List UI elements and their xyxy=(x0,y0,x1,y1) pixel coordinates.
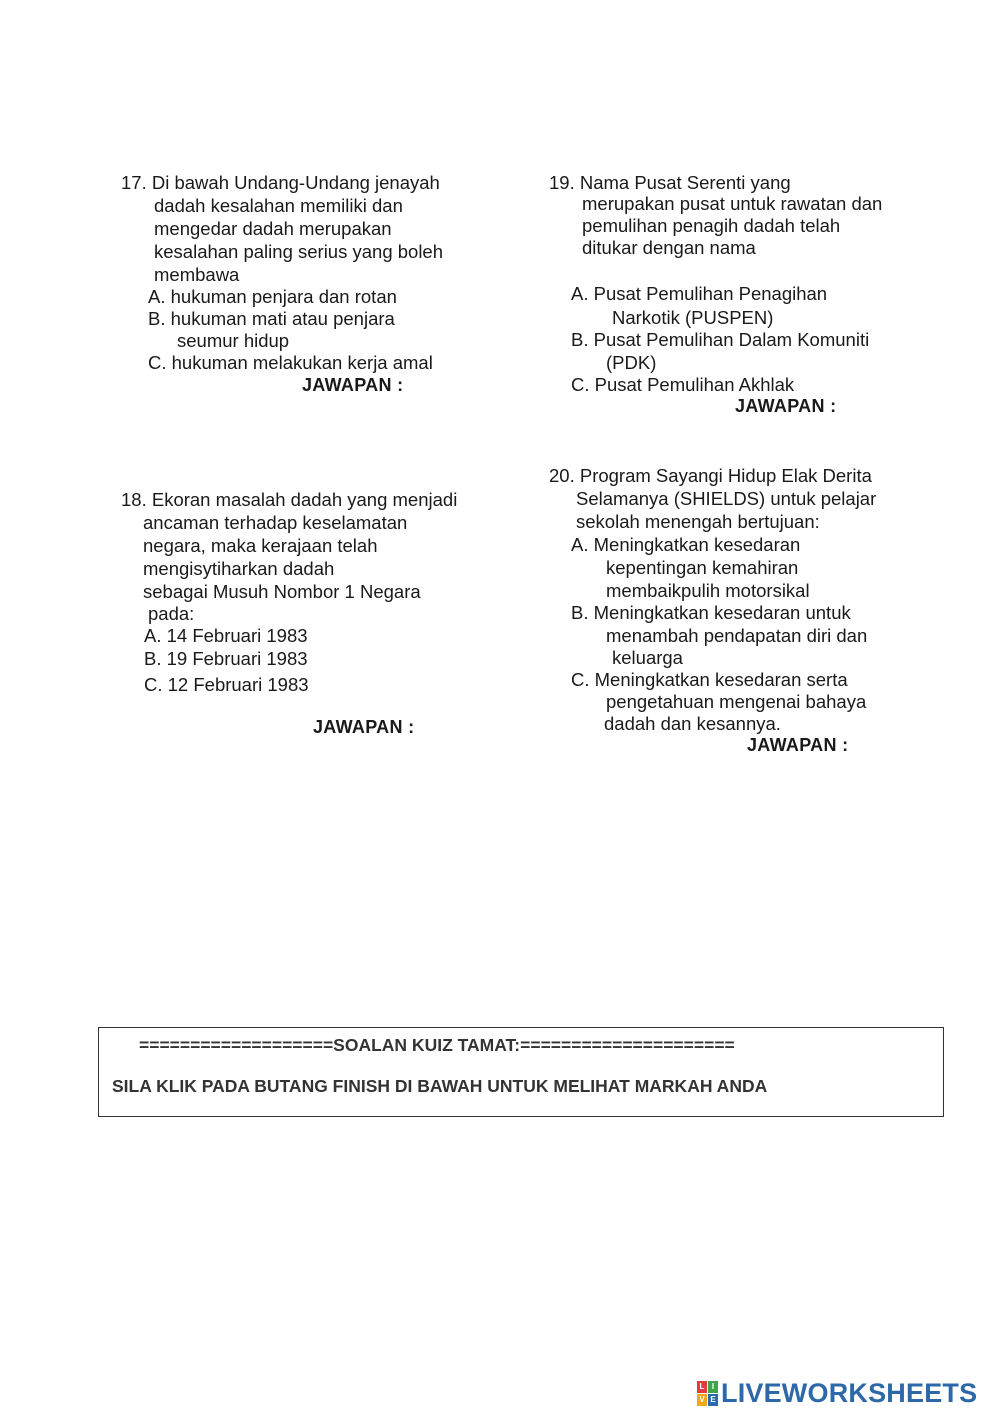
question-20-option-a: A. Meningkatkan kesedaran xyxy=(571,534,801,555)
question-20-line: sekolah menengah bertujuan: xyxy=(576,511,820,532)
question-18-line: pada: xyxy=(148,603,195,624)
question-17-line: mengedar dadah merupakan xyxy=(154,218,392,239)
badge-letter: E xyxy=(708,1394,718,1406)
badge-letter: I xyxy=(708,1381,718,1393)
question-19-line: 19. Nama Pusat Serenti yang xyxy=(549,172,791,193)
question-19-answer-label: JAWAPAN : xyxy=(735,396,837,416)
question-18-line: 18. Ekoran masalah dadah yang menjadi xyxy=(121,489,458,510)
quiz-end-banner: ===================SOALAN KUIZ TAMAT:===================== xyxy=(139,1035,735,1055)
question-18-option-c: C. 12 Februari 1983 xyxy=(144,674,309,695)
question-20-option-c-cont: dadah dan kesannya. xyxy=(604,713,781,734)
question-20-option-c: C. Meningkatkan kesedaran serta xyxy=(571,669,848,690)
question-19-option-a-cont: Narkotik (PUSPEN) xyxy=(612,307,774,328)
question-20-option-b-cont: menambah pendapatan diri dan xyxy=(606,625,868,646)
question-20-line: Selamanya (SHIELDS) untuk pelajar xyxy=(576,488,877,509)
question-19-line: pemulihan penagih dadah telah xyxy=(582,215,841,236)
question-17-line: 17. Di bawah Undang-Undang jenayah xyxy=(121,172,440,193)
question-18-line: ancaman terhadap keselamatan xyxy=(143,512,408,533)
question-17-line: membawa xyxy=(154,264,240,285)
question-20-line: 20. Program Sayangi Hidup Elak Derita xyxy=(549,465,872,486)
question-17-option-b-cont: seumur hidup xyxy=(177,330,290,351)
question-20-option-b: B. Meningkatkan kesedaran untuk xyxy=(571,602,851,623)
question-19-line: ditukar dengan nama xyxy=(582,237,756,258)
question-20-option-a-cont: kepentingan kemahiran xyxy=(606,557,799,578)
question-20-option-b-cont: keluarga xyxy=(612,647,683,668)
question-17-option-b: B. hukuman mati atau penjara xyxy=(148,308,395,329)
question-17-answer-label: JAWAPAN : xyxy=(302,375,404,395)
brand-name: LIVEWORKSHEETS xyxy=(721,1377,978,1408)
question-18-line: sebagai Musuh Nombor 1 Negara xyxy=(143,581,421,602)
finish-instruction: SILA KLIK PADA BUTANG FINISH DI BAWAH UNTUK MELIHAT MARKAH ANDA xyxy=(112,1076,768,1096)
question-18-option-b: B. 19 Februari 1983 xyxy=(144,648,308,669)
question-20-option-a-cont: membaikpulih motorsikal xyxy=(606,580,810,601)
question-19-option-b: B. Pusat Pemulihan Dalam Komuniti xyxy=(571,329,870,350)
live-badge-icon xyxy=(697,1381,718,1406)
liveworksheets-logo xyxy=(697,1379,977,1407)
question-18-answer-label: JAWAPAN : xyxy=(313,717,415,737)
question-19-option-c: C. Pusat Pemulihan Akhlak xyxy=(571,374,795,395)
badge-letter: V xyxy=(697,1394,707,1406)
question-18-line: negara, maka kerajaan telah xyxy=(143,535,378,556)
badge-letter: L xyxy=(697,1381,707,1393)
question-19-option-b-cont: (PDK) xyxy=(606,352,657,373)
question-19-option-a: A. Pusat Pemulihan Penagihan xyxy=(571,283,828,304)
quiz-end-box xyxy=(98,1027,944,1117)
question-17-option-c: C. hukuman melakukan kerja amal xyxy=(148,352,433,373)
question-18-line: mengisytiharkan dadah xyxy=(143,558,335,579)
question-18-option-a: A. 14 Februari 1983 xyxy=(144,625,308,646)
question-20-answer-label: JAWAPAN : xyxy=(747,735,849,755)
question-19-line: merupakan pusat untuk rawatan dan xyxy=(582,193,883,214)
question-17-line: kesalahan paling serius yang boleh xyxy=(154,241,444,262)
question-17-option-a: A. hukuman penjara dan rotan xyxy=(148,286,397,307)
question-20-option-c-cont: pengetahuan mengenai bahaya xyxy=(606,691,867,712)
question-17-line: dadah kesalahan memiliki dan xyxy=(154,195,403,216)
